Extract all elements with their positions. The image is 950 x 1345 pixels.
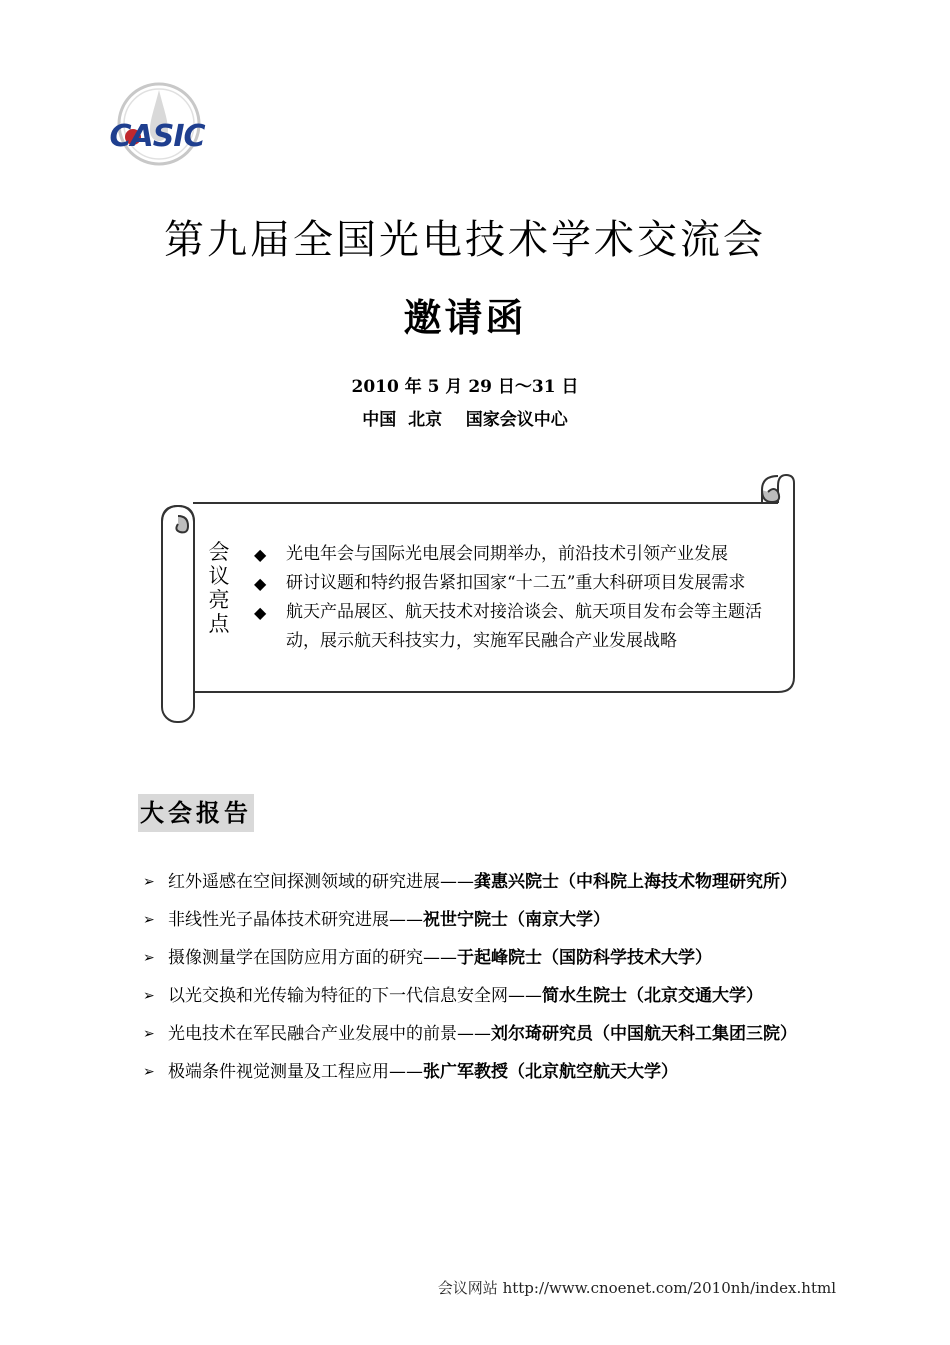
highlights-heading-char: 点: [208, 612, 230, 636]
report-speaker: 龚惠兴院士（中科院上海技术物理研究所）: [474, 872, 797, 892]
arrow-bullet-icon: ➢: [143, 874, 155, 890]
highlights-heading-char: 会: [208, 540, 230, 564]
page-title: 第九届全国光电技术学术交流会: [164, 217, 766, 263]
report-item: [143, 868, 903, 906]
arrow-bullet-icon: ➢: [143, 912, 155, 928]
diamond-bullet-icon: ◆: [254, 574, 267, 593]
report-topic: 非线性光子晶体技术研究进展——: [168, 910, 423, 930]
diamond-bullet-icon: ◆: [254, 545, 267, 564]
highlight-text: 研讨议题和特约报告紧扣国家“十二五”重大科研项目发展需求: [286, 573, 746, 593]
report-topic: 光电技术在军民融合产业发展中的前景——: [168, 1024, 491, 1044]
website-url-link[interactable]: http://www.cnoenet.com/2010nh/index.html: [502, 1279, 836, 1297]
report-item: [143, 1058, 903, 1096]
report-speaker: 张广军教授（北京航空航天大学）: [423, 1062, 678, 1082]
report-speaker: 刘尔琦研究员（中国航天科工集团三院）: [491, 1024, 797, 1044]
plenary-section-label: 大会报告: [138, 794, 254, 832]
highlight-item: [254, 569, 794, 598]
highlights-list: [254, 540, 794, 656]
highlight-item: [254, 540, 794, 569]
report-item: [143, 1020, 903, 1058]
report-topic: 以光交换和光传输为特征的下一代信息安全网——: [168, 986, 542, 1006]
highlights-scroll: [158, 470, 800, 728]
highlights-heading-char: 亮: [208, 588, 230, 612]
website-label: 会议网站: [437, 1279, 498, 1297]
report-speaker: 于起峰院士（国防科学技术大学）: [457, 948, 712, 968]
casic-logo: [92, 80, 222, 170]
arrow-bullet-icon: ➢: [143, 1064, 155, 1080]
arrow-bullet-icon: ➢: [143, 988, 155, 1004]
report-speaker: 祝世宁院士（南京大学）: [423, 910, 610, 930]
diamond-bullet-icon: ◆: [254, 603, 267, 622]
highlight-item: [254, 598, 794, 656]
report-speaker: 简水生院士（北京交通大学）: [542, 986, 763, 1006]
event-date: 2010 年 5 月 29 日～31 日: [351, 377, 579, 397]
report-item: [143, 906, 903, 944]
report-topic: 红外遥感在空间探测领域的研究进展——: [168, 872, 474, 892]
highlight-text: 光电年会与国际光电展会同期举办，前沿技术引领产业发展: [286, 544, 728, 564]
report-item: [143, 982, 903, 1020]
report-topic: 极端条件视觉测量及工程应用——: [168, 1062, 423, 1082]
plenary-report-list: [143, 868, 903, 1096]
highlight-text: 航天产品展区、航天技术对接洽谈会、航天项目发布会等主题活动，展示航天科技实力，实施军民融合产业发展战略: [286, 602, 762, 651]
arrow-bullet-icon: ➢: [143, 1026, 155, 1042]
event-venue: 中国 北京 国家会议中心: [362, 410, 568, 430]
highlights-heading: [206, 540, 232, 636]
highlights-heading-char: 议: [208, 564, 230, 588]
conference-website: [438, 1277, 836, 1298]
arrow-bullet-icon: ➢: [143, 950, 155, 966]
casic-logo-icon: [92, 80, 222, 170]
svg-text:CASIC: CASIC: [109, 119, 205, 154]
page-subtitle: 邀请函: [403, 296, 527, 340]
report-topic: 摄像测量学在国防应用方面的研究——: [168, 948, 457, 968]
report-item: [143, 944, 903, 982]
